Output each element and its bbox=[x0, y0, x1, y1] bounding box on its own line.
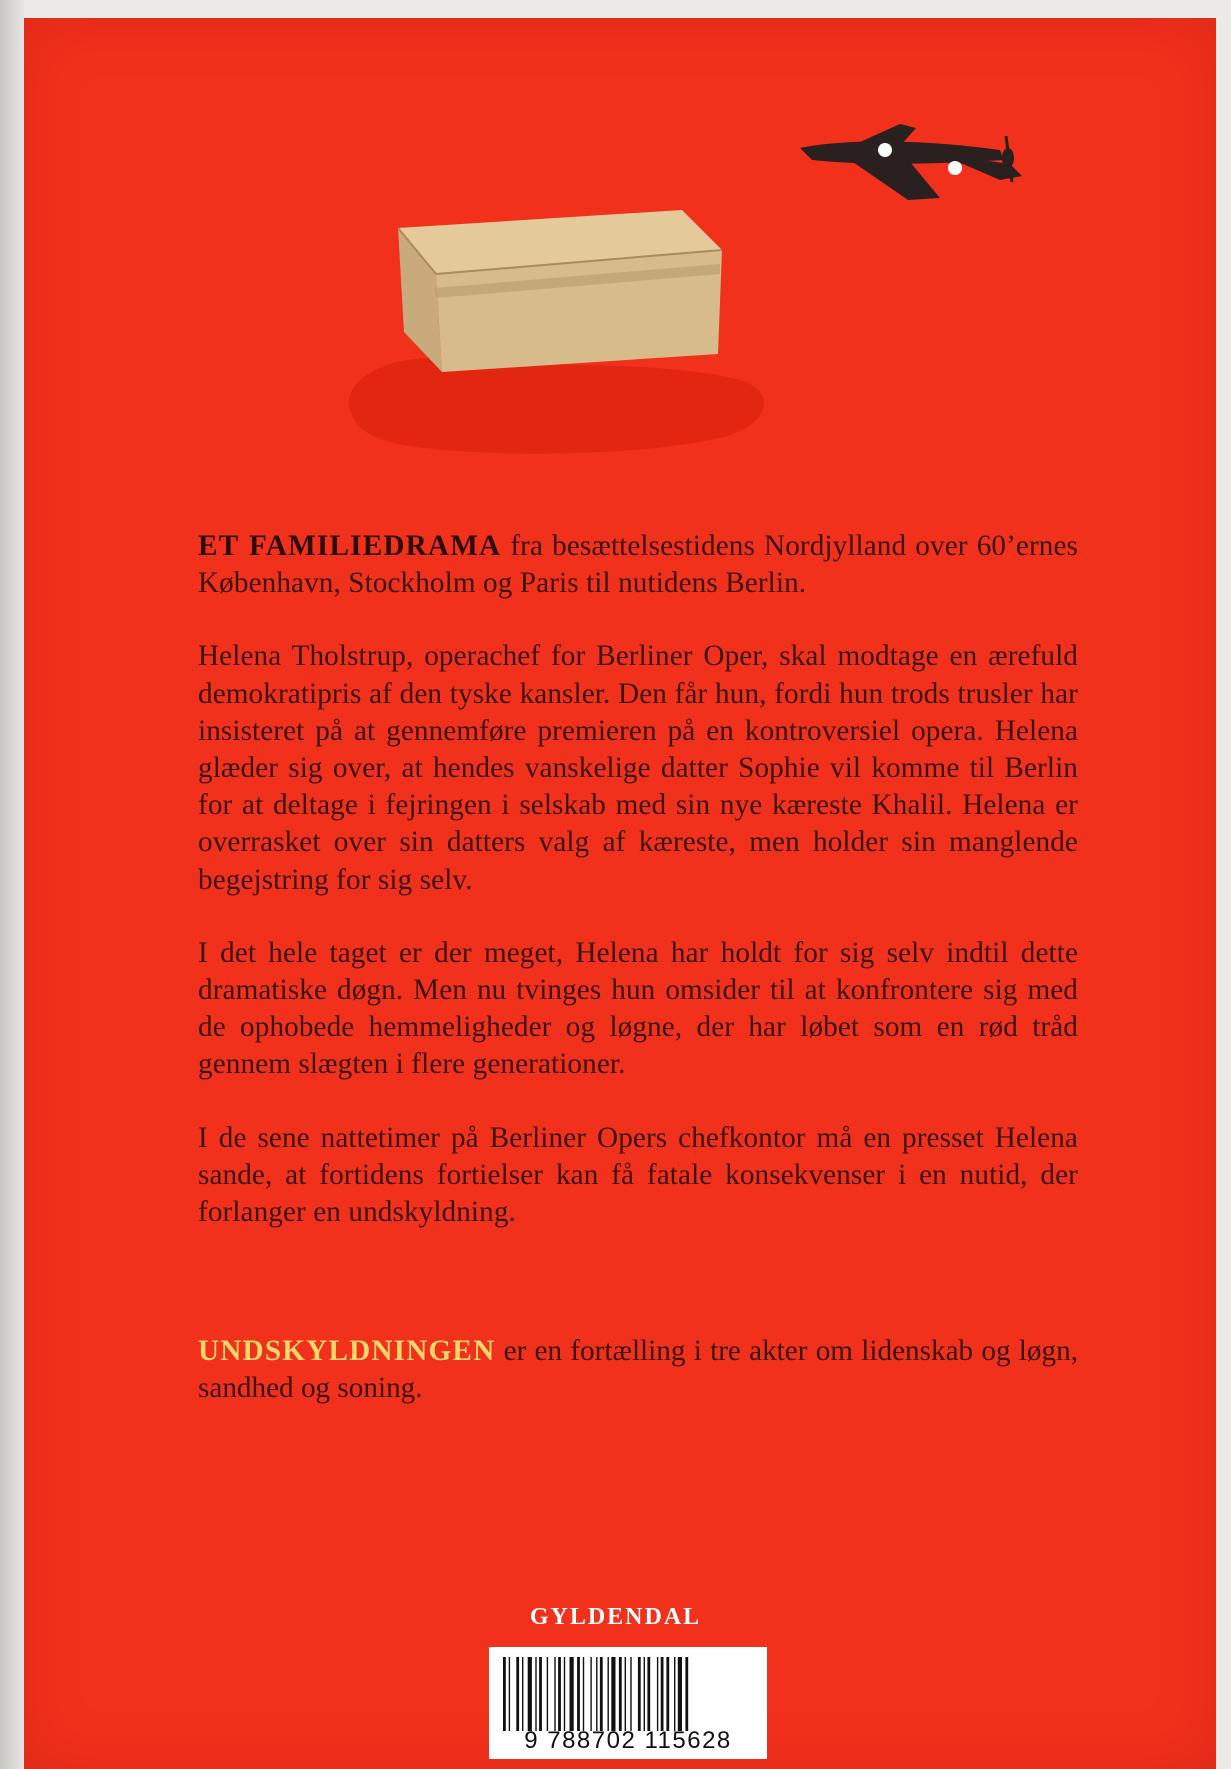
synopsis bbox=[198, 528, 1078, 1267]
barcode-bars bbox=[503, 1657, 753, 1731]
closing-line bbox=[198, 1333, 1078, 1407]
scan-shadow bbox=[0, 0, 24, 1769]
synopsis-paragraph-2: Helena Tholstrup, operachef for Berliner Oper, skal modtage en ærefuld demokratipris af den tyske kansler. Den får hun, fordi hun trods trusler har insisteret på at gennemføre premieren på en kontroversiel opera. Helena glæder sig over, at hendes vanskelige datter Sophie vil komme til Berlin for at deltage i fejringen i selskab med sin nye kæreste Khalil. Helena er overrasket over sin datters valg af kæreste, men holder sin manglende begejstring for sig selv. bbox=[198, 640, 1078, 896]
synopsis-paragraph-3: I det hele taget er der meget, Helena har holdt for sig selv indtil dette dramatiske døgn. Men nu tvinges hun omsider til at konfrontere sig med de ophobede hemmeligheder og løgne, der har løbet som en rød tråd gennem slægten i flere generationer. bbox=[198, 936, 1078, 1081]
box-shadow bbox=[349, 358, 764, 454]
cover-illustration bbox=[330, 110, 1050, 470]
closing-text: er en fortælling i tre akter om lidenskab og løgn, sandhed og soning. bbox=[198, 1335, 1078, 1405]
publisher-logo: GYLDENDAL bbox=[529, 1604, 702, 1630]
fighter-plane-icon bbox=[800, 124, 1022, 200]
synopsis-paragraph-4: I de sene nattetimer på Berliner Opers chefkontor må en presset Helena sande, at fortidens fortielser kan få fatale konsekvenser i en nutid, der forlanger en undskyldning. bbox=[198, 1121, 1078, 1229]
paragraph-1-text: fra besættelsestidens Nordjylland over 60’ernes København, Stockholm og Paris til nutidens Berlin. bbox=[198, 530, 1078, 600]
isbn-barcode bbox=[489, 1647, 767, 1759]
isbn-number: 9 788702 115628 bbox=[524, 1727, 732, 1754]
book-title-highlight: UNDSKYLDNINGEN bbox=[198, 1335, 496, 1367]
synopsis-paragraph-1 bbox=[198, 528, 1078, 602]
lead-phrase: ET FAMILIEDRAMA bbox=[198, 530, 502, 562]
shoebox-icon bbox=[398, 210, 722, 372]
